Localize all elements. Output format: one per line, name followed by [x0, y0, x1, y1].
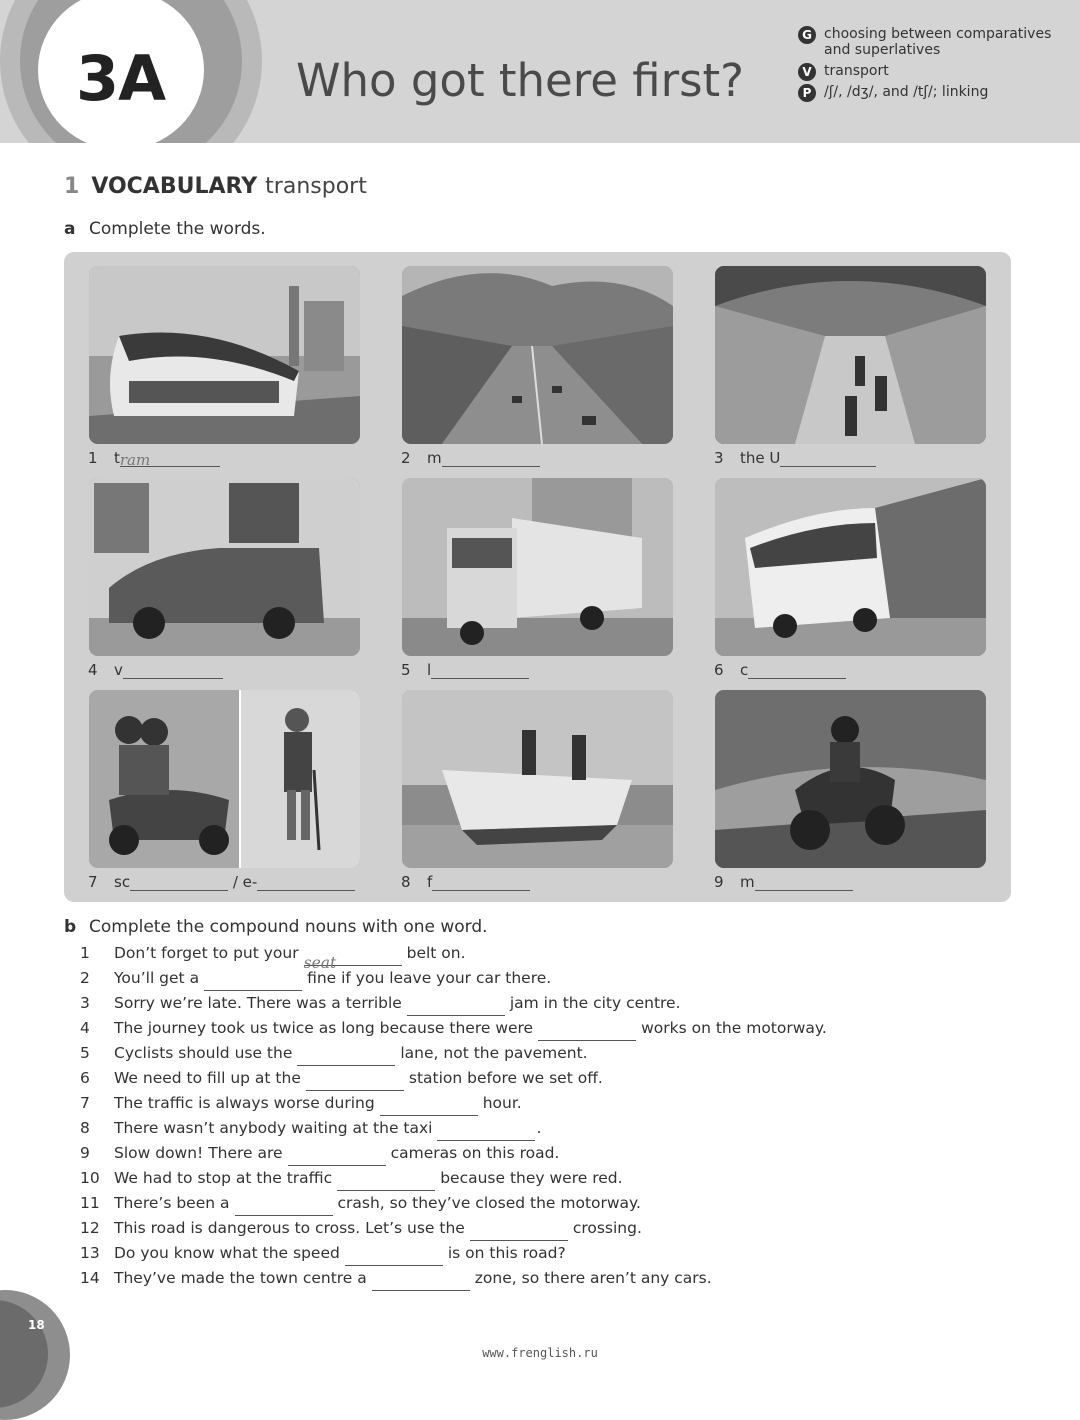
answer-blank-b5[interactable]	[297, 1051, 395, 1066]
answer-blank-5[interactable]	[431, 663, 529, 679]
footer-url: www.frenglish.ru	[482, 1346, 598, 1360]
answer-blank-8[interactable]	[432, 875, 530, 891]
page-number: 18	[28, 1318, 45, 1332]
exercise-item: 11 There’s been a crash, so they’ve closed the motorway.	[80, 1191, 827, 1216]
legend-vocabulary-text: transport	[824, 63, 889, 79]
unit-header	[0, 0, 1080, 143]
answer-blank-9[interactable]	[755, 875, 853, 891]
example-answer-b1: seat	[303, 954, 337, 972]
answer-blank-b7[interactable]	[380, 1101, 478, 1116]
legend-grammar	[798, 26, 1068, 58]
section-heading: VOCABULARY	[91, 174, 258, 199]
exercise-item: 2 You’ll get a fine if you leave your car there.	[80, 966, 827, 991]
part-a-text: Complete the words.	[89, 219, 266, 239]
exercise-item: 7 The traffic is always worse during hour.	[80, 1091, 827, 1116]
answer-blank-b12[interactable]	[470, 1226, 568, 1241]
answer-blank-3[interactable]	[780, 451, 876, 467]
answer-blank-6[interactable]	[748, 663, 846, 679]
section-topic: transport	[265, 174, 367, 199]
answer-blank-2[interactable]	[442, 451, 540, 467]
photo-motorbike	[715, 690, 986, 868]
legend-vocabulary	[798, 63, 1068, 79]
answer-blank-b1[interactable]	[303, 951, 402, 972]
caption-9: 9 m	[714, 873, 853, 891]
photo-lorry	[402, 478, 673, 656]
vocabulary-icon: V	[798, 63, 816, 81]
answer-blank-4[interactable]	[123, 663, 223, 679]
caption-7: 7 sc / e-	[88, 873, 355, 891]
exercise-item: 9 Slow down! There are cameras on this road.	[80, 1141, 827, 1166]
answer-blank-b9[interactable]	[288, 1151, 386, 1166]
caption-6: 6 c	[714, 661, 846, 679]
photo-coach	[715, 478, 986, 656]
part-a-instruction	[64, 219, 266, 239]
photo-motorway	[402, 266, 673, 444]
photo-tram	[89, 266, 360, 444]
unit-number: 3A	[76, 42, 166, 115]
legend-pronunciation-text: /ʃ/, /dʒ/, and /tʃ/; linking	[824, 84, 989, 100]
answer-blank-b10[interactable]	[337, 1176, 435, 1191]
caption-2: 2 m	[401, 449, 540, 467]
part-b-list	[80, 941, 827, 1291]
photo-scooter	[89, 690, 360, 868]
part-a-letter: a	[64, 219, 76, 239]
caption-3: 3 the U	[714, 449, 876, 467]
photo-underground	[715, 266, 986, 444]
caption-4: 4 v	[88, 661, 223, 679]
exercise-item: 14 They’ve made the town centre a zone, so there aren’t any cars.	[80, 1266, 827, 1291]
answer-blank-7a[interactable]	[130, 875, 228, 891]
exercise-item: 10 We had to stop at the traffic because they were red.	[80, 1166, 827, 1191]
answer-blank-b4[interactable]	[538, 1026, 636, 1041]
photo-van	[89, 478, 360, 656]
pronunciation-icon: P	[798, 84, 816, 102]
photo-ferry	[402, 690, 673, 868]
answer-blank-b13[interactable]	[345, 1251, 443, 1266]
answer-blank-b8[interactable]	[437, 1126, 535, 1141]
exercise-item: 8 There wasn’t anybody waiting at the taxi .	[80, 1116, 827, 1141]
answer-blank-b11[interactable]	[235, 1201, 333, 1216]
caption-5: 5 l	[401, 661, 529, 679]
answer-blank-b14[interactable]	[372, 1276, 470, 1291]
part-b-letter: b	[64, 917, 77, 937]
unit-title: Who got there first?	[296, 54, 745, 107]
grammar-icon: G	[798, 26, 816, 44]
part-b-text: Complete the compound nouns with one word.	[89, 917, 488, 937]
legend-pronunciation	[798, 84, 1068, 100]
exercise-item: 3 Sorry we’re late. There was a terrible jam in the city centre.	[80, 991, 827, 1016]
legend-grammar-text: choosing between comparatives and superlatives	[824, 26, 1052, 58]
caption-8: 8 f	[401, 873, 530, 891]
answer-blank-7b[interactable]	[257, 875, 355, 891]
unit-legend	[798, 26, 1068, 105]
caption-1: 1 tram	[88, 449, 220, 467]
part-b-instruction	[64, 917, 488, 937]
answer-blank-b6[interactable]	[306, 1076, 404, 1091]
exercise-item: 12 This road is dangerous to cross. Let’s use the crossing.	[80, 1216, 827, 1241]
exercise-item: 6 We need to fill up at the station before we set off.	[80, 1066, 827, 1091]
answer-blank-b2[interactable]	[204, 976, 302, 991]
photo-panel	[64, 252, 1011, 902]
answer-blank-b3[interactable]	[407, 1001, 505, 1016]
section-number: 1	[64, 174, 80, 199]
section-title	[64, 174, 367, 199]
answer-blank-1[interactable]	[120, 451, 220, 467]
exercise-item: 13 Do you know what the speed is on this road?	[80, 1241, 827, 1266]
exercise-item: 1 Don’t forget to put yourseatbelt on.	[80, 944, 466, 972]
exercise-item: 5 Cyclists should use the lane, not the pavement.	[80, 1041, 827, 1066]
exercise-item: 4 The journey took us twice as long because there were works on the motorway.	[80, 1016, 827, 1041]
example-answer-1: ram	[119, 451, 151, 469]
